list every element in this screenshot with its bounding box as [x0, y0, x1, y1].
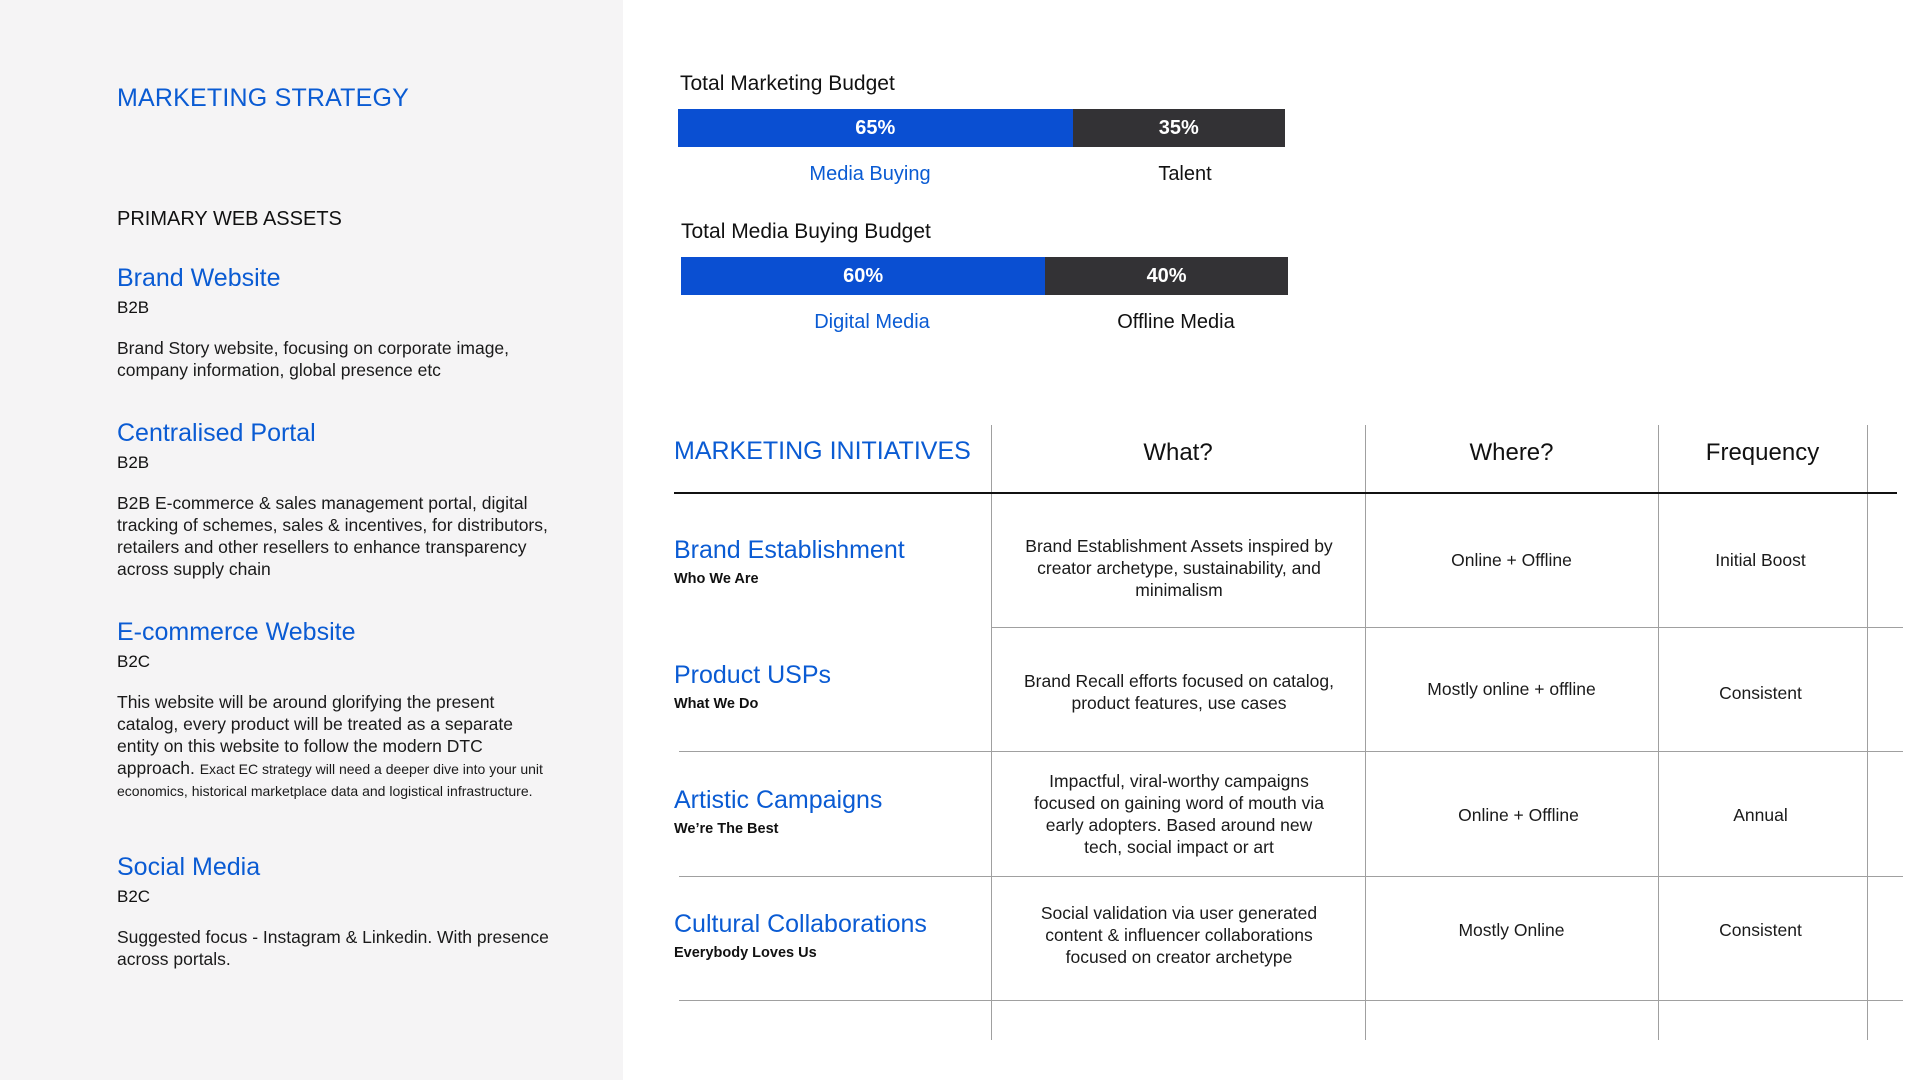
asset-brand-website [117, 264, 557, 381]
asset-tag: B2C [117, 887, 151, 906]
table-row-label [674, 661, 831, 712]
asset-ecommerce-website [117, 618, 557, 801]
asset-centralised-portal [117, 419, 557, 580]
table-divider [1658, 425, 1659, 1040]
table-row-rule [679, 876, 1903, 877]
budget-label-media-buying: Media Buying [809, 163, 931, 185]
budget-segment-talent: 35% [1073, 109, 1285, 147]
cell-what: Social validation via user generated content & influencer collaborations focused on creator archetype [1040, 903, 1318, 967]
initiative-subtitle: What We Do [674, 696, 759, 712]
initiative-title: Product USPs [674, 661, 832, 689]
asset-description [117, 691, 557, 801]
cell-where: Mostly online + offline [1427, 679, 1596, 699]
table-divider [1867, 425, 1868, 1040]
media-buying-budget-bar [681, 257, 1288, 295]
cell-what: Brand Recall efforts focused on catalog, product features, use cases [1023, 671, 1334, 713]
table-row-label [674, 910, 927, 961]
asset-title: Centralised Portal [117, 419, 316, 447]
cell-frequency: Annual [1733, 805, 1788, 825]
asset-tag: B2C [117, 652, 151, 671]
table-header-rule [674, 492, 1897, 494]
table-row-rule [991, 627, 1903, 628]
cell-frequency: Initial Boost [1715, 550, 1806, 570]
asset-description-note: Exact EC strategy will need a deeper dive into your unit economics, historical marketplace data and logistical infrastructure. [117, 761, 543, 799]
page-title: MARKETING STRATEGY [117, 84, 410, 112]
cell-what: Brand Establishment Assets inspired by creator archetype, sustainability, and minimalism [1025, 536, 1333, 600]
cell-frequency: Consistent [1719, 920, 1802, 940]
cell-where: Online + Offline [1451, 550, 1572, 570]
table-divider [1365, 425, 1366, 1040]
budget-segment-digital-media: 60% [681, 257, 1045, 295]
initiatives-title: MARKETING INITIATIVES [674, 437, 971, 465]
initiative-subtitle: Everybody Loves Us [674, 945, 817, 961]
asset-title: E-commerce Website [117, 618, 356, 646]
column-header-frequency: Frequency [1705, 439, 1820, 466]
initiative-title: Artistic Campaigns [674, 786, 883, 814]
asset-title: Social Media [117, 853, 261, 881]
cell-where: Online + Offline [1458, 805, 1579, 825]
table-row-label [674, 786, 882, 837]
asset-title: Brand Website [117, 264, 281, 292]
asset-description-main: This website will be around glorifying the present catalog, every product will be treated as a separate entity on this website to follow the modern DTC approach. [117, 692, 513, 778]
table-row-rule [679, 1000, 1903, 1001]
budget-title: Total Media Buying Budget [681, 220, 931, 243]
budget-label-offline-media: Offline Media [1117, 311, 1235, 333]
table-divider [991, 425, 992, 1040]
asset-tag: B2B [117, 453, 150, 472]
initiative-title: Cultural Collaborations [674, 910, 927, 938]
column-header-what: What? [1143, 439, 1213, 466]
budget-segment-media-buying: 65% [678, 109, 1073, 147]
budget-segment-offline-media: 40% [1045, 257, 1288, 295]
asset-tag: B2B [117, 298, 150, 317]
asset-description: Brand Story website, focusing on corporate image, company information, global presence etc [117, 338, 510, 380]
budget-label-digital-media: Digital Media [814, 311, 930, 333]
asset-description: B2B E-commerce & sales management portal, digital tracking of schemes, sales & incentives, for distributors, retailers and other resellers to enhance transparency across supply chain [117, 493, 548, 579]
cell-what: Impactful, viral-worthy campaigns focused on gaining word of mouth via early adopters. Based around new tech, social impact or art [1034, 771, 1324, 857]
cell-where: Mostly Online [1458, 920, 1565, 940]
initiative-subtitle: Who We Are [674, 571, 759, 587]
initiative-subtitle: We’re The Best [674, 821, 779, 837]
column-header-where: Where? [1469, 439, 1554, 466]
budget-label-talent: Talent [1158, 163, 1212, 185]
asset-description: Suggested focus - Instagram & Linkedin. With presence across portals. [117, 927, 549, 969]
initiative-title: Brand Establishment [674, 536, 905, 564]
marketing-budget-bar [678, 109, 1285, 147]
table-row-label [674, 536, 905, 587]
table-row-rule [679, 751, 1903, 752]
section-label: PRIMARY WEB ASSETS [117, 208, 342, 230]
asset-social-media [117, 853, 557, 970]
budget-title: Total Marketing Budget [680, 72, 895, 95]
cell-frequency: Consistent [1719, 683, 1802, 703]
